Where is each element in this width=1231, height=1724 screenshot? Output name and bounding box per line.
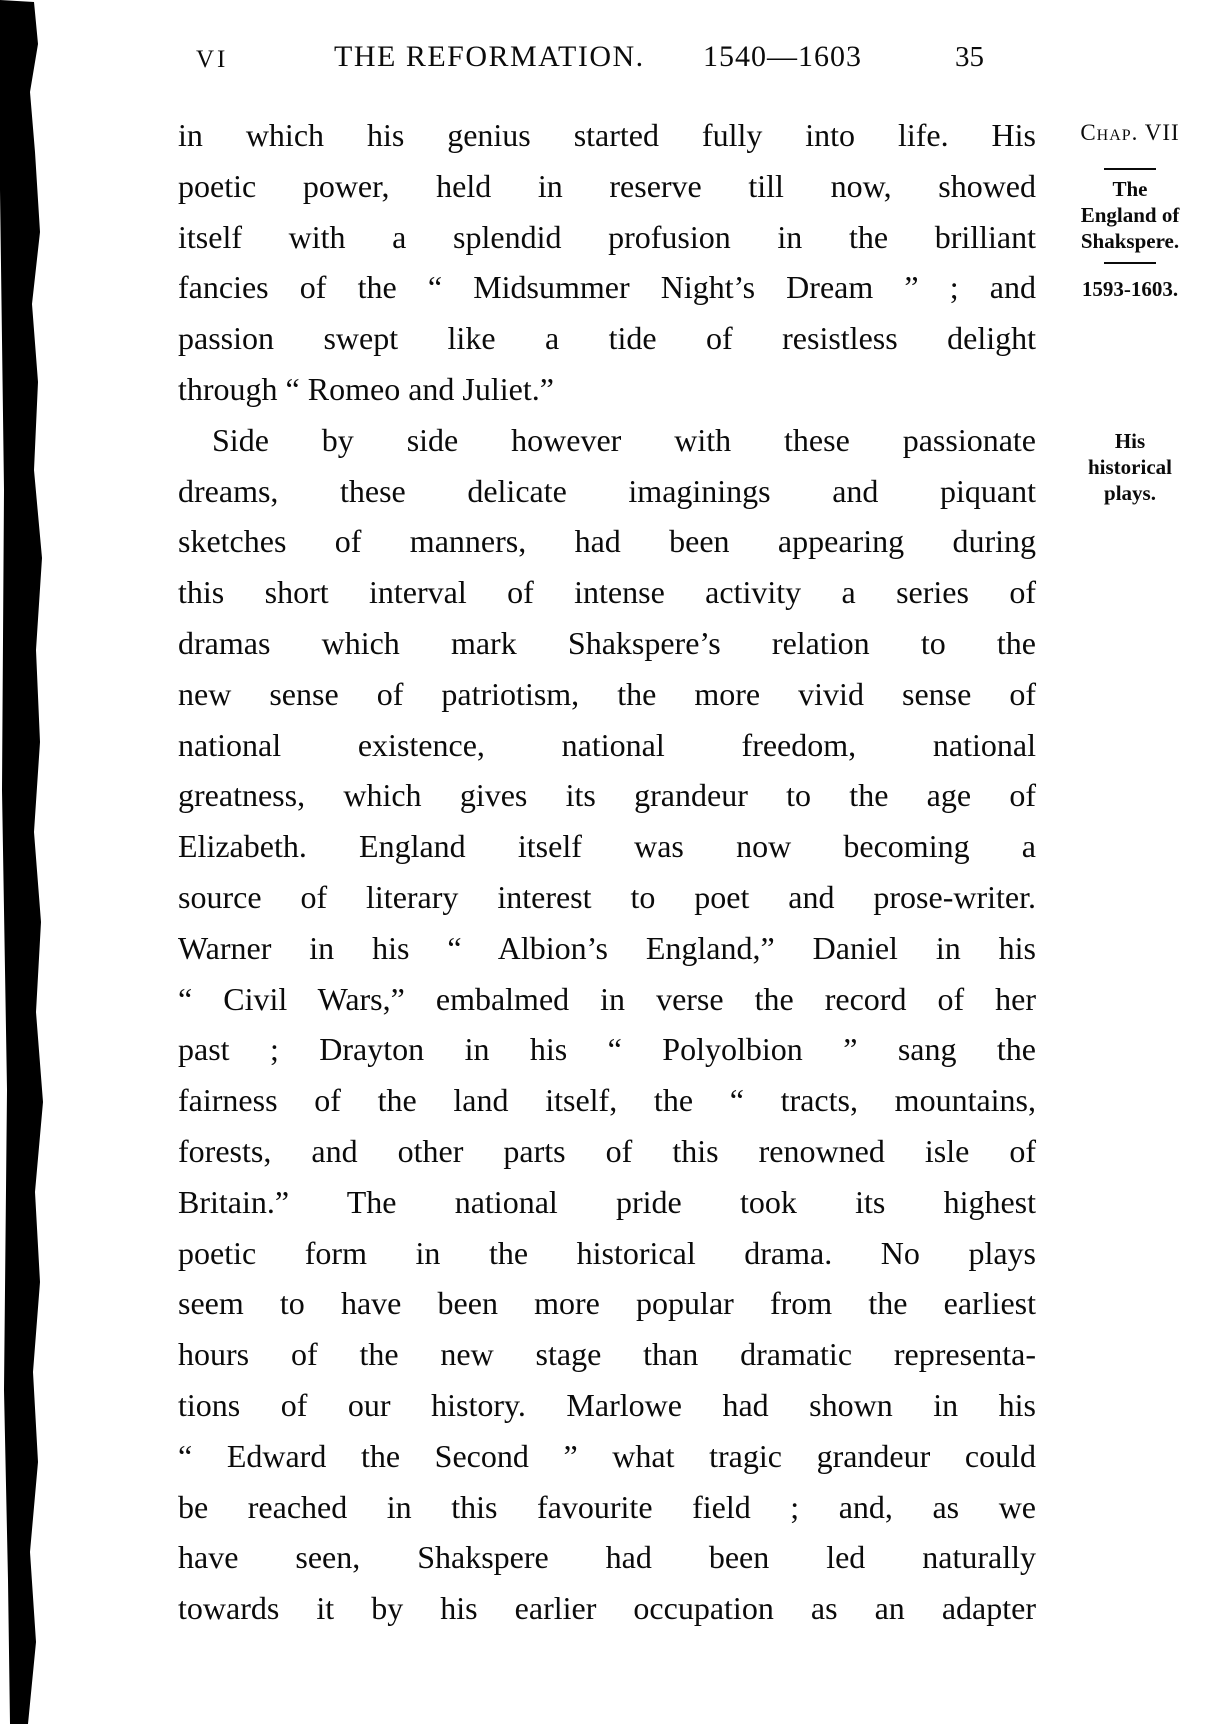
sidenote-chapter-number: Chap. VII [1080, 120, 1180, 145]
page-number: 35 [955, 41, 984, 73]
text-line: Britain.” The national pride took its highest [178, 1183, 1036, 1220]
running-dates: 1540—1603 [703, 40, 862, 73]
sidenote-line: The [1112, 177, 1148, 201]
sidenote-line: historical [1088, 455, 1172, 479]
text-line: dramas which mark Shakspere’s relation to the [178, 624, 1036, 661]
text-line: fancies of the “ Midsummer Night’s Dream ” ; and [178, 269, 1036, 306]
sidenote-line: His [1114, 429, 1146, 453]
sidenote-line: Shakspere. [1080, 229, 1180, 253]
text-line: poetic power, held in reserve till now, showed [178, 167, 1036, 204]
sidenote-line: plays. [1104, 481, 1156, 505]
text-line: through “ Romeo and Juliet.” [178, 370, 554, 407]
text-line: tions of our history. Marlowe had shown in his [178, 1386, 1036, 1423]
text-line: towards it by his earlier occupation as an adapter [178, 1590, 1036, 1627]
scan-edge-artifact [0, 0, 50, 1724]
text-line: greatness, which gives its grandeur to the age of [178, 777, 1036, 814]
sidenote-historical-plays [1050, 428, 1210, 506]
text-line: fairness of the land itself, the “ tracts, mountains, [178, 1082, 1036, 1119]
running-title: THE REFORMATION. [334, 40, 645, 73]
text-line: “ Edward the Second ” what tragic grandeur could [178, 1437, 1036, 1474]
text-line: seem to have been more popular from the earliest [178, 1285, 1036, 1322]
text-line: passion swept like a tide of resistless delight [178, 320, 1036, 357]
chapter-folio: VI [196, 46, 229, 73]
text-line: “ Civil Wars,” embalmed in verse the record of her [178, 980, 1036, 1017]
text-line: sketches of manners, had been appearing during [178, 523, 1036, 560]
text-line: in which his genius started fully into life. His [178, 117, 1036, 153]
text-line: national existence, national freedom, national [178, 726, 1036, 763]
text-line: hours of the new stage than dramatic representa- [178, 1336, 1036, 1373]
running-header [0, 40, 1231, 80]
text-line: forests, and other parts of this renowned isle of [178, 1132, 1036, 1169]
sidenote-line: England of [1080, 203, 1180, 227]
text-line: itself with a splendid profusion in the brilliant [178, 218, 1036, 255]
sidenote-divider-rule [1104, 262, 1156, 264]
sidenote-date-range: 1593-1603. [1081, 277, 1179, 301]
text-line: past ; Drayton in his “ Polyolbion ” sang the [178, 1031, 1036, 1068]
text-line: this short interval of intense activity a series of [178, 574, 1036, 611]
sidenote-divider-rule [1104, 168, 1156, 170]
text-line: be reached in this favourite field ; and, as we [178, 1488, 1036, 1525]
text-line: dreams, these delicate imaginings and piquant [178, 472, 1036, 509]
body-text [178, 110, 1036, 1634]
text-line: Elizabeth. England itself was now becoming a [178, 828, 1036, 865]
text-line: Warner in his “ Albion’s England,” Daniel in his [178, 929, 1036, 966]
text-line: Side by side however with these passionate [212, 421, 1036, 458]
text-line: have seen, Shakspere had been led naturally [178, 1539, 1036, 1576]
text-line: poetic form in the historical drama. No plays [178, 1234, 1036, 1271]
sidenote-england-of-shakspere [1050, 176, 1210, 254]
text-line: source of literary interest to poet and prose-writer. [178, 878, 1036, 915]
text-line: new sense of patriotism, the more vivid sense of [178, 675, 1036, 712]
